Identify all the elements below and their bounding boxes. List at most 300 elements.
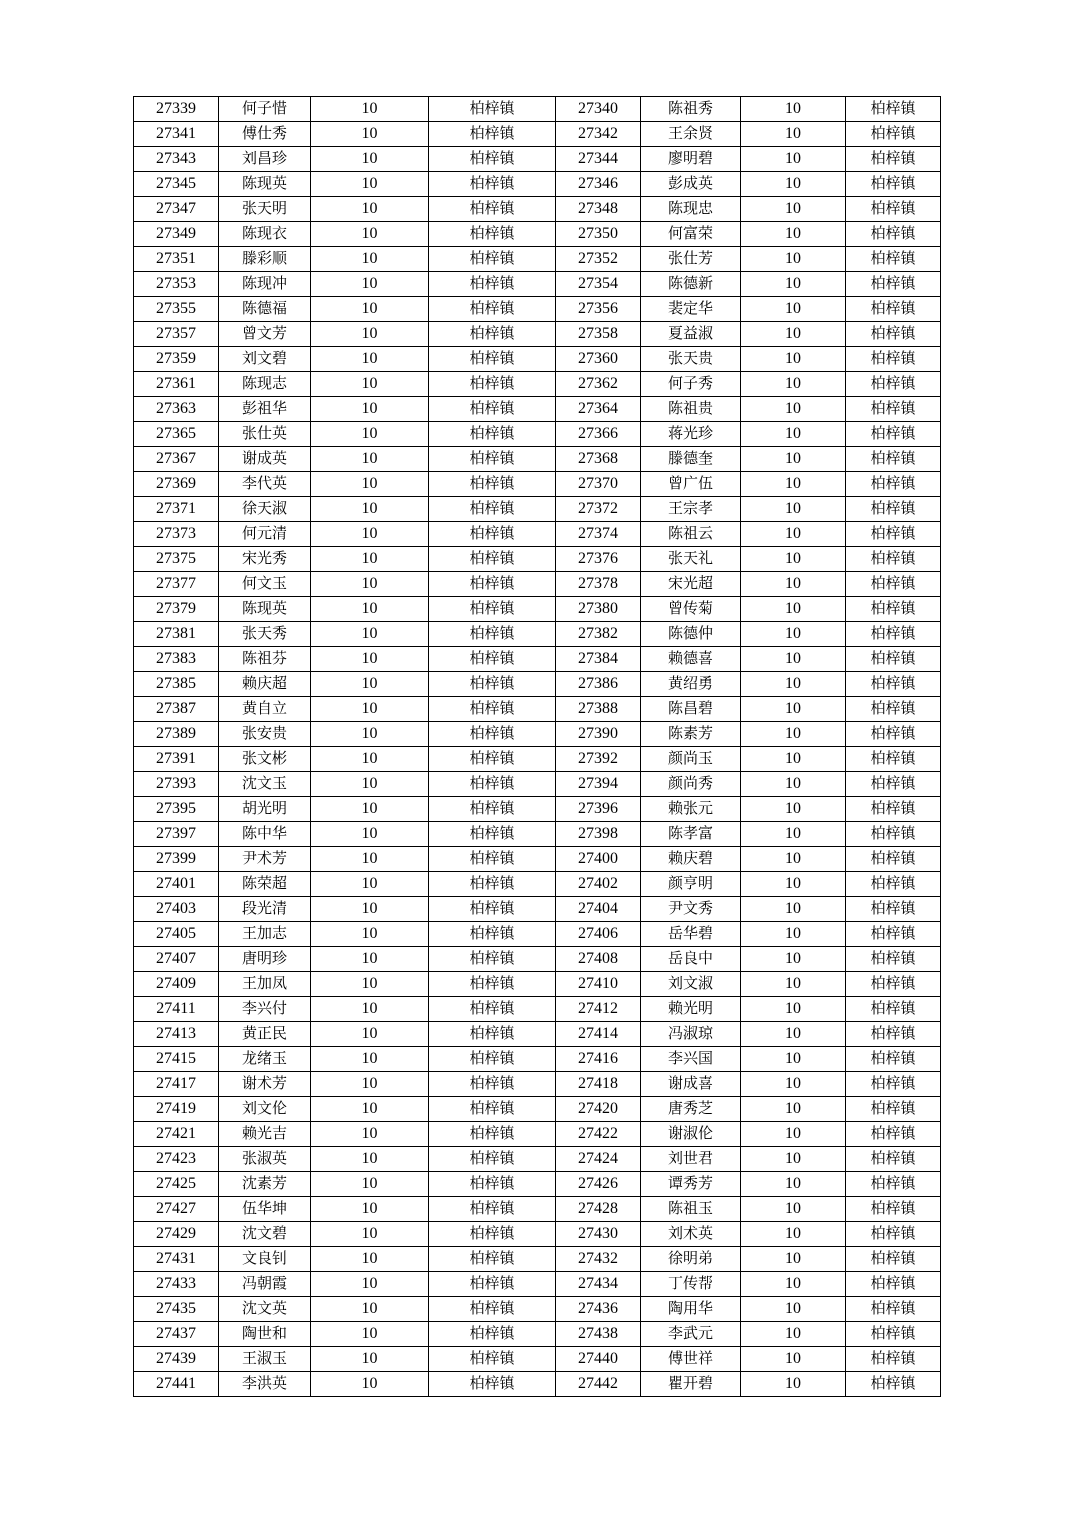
town-cell: 柏梓镇 [846, 1222, 941, 1247]
table-row [134, 747, 941, 772]
id-cell: 27343 [134, 147, 219, 172]
id-cell: 27350 [556, 222, 641, 247]
id-cell: 27392 [556, 747, 641, 772]
town-cell: 柏梓镇 [846, 1347, 941, 1372]
name-cell: 张天明 [219, 197, 311, 222]
town-cell: 柏梓镇 [429, 947, 556, 972]
table-row [134, 147, 941, 172]
amount-cell: 10 [741, 122, 846, 147]
id-cell: 27410 [556, 972, 641, 997]
town-cell: 柏梓镇 [846, 1022, 941, 1047]
amount-cell: 10 [741, 1047, 846, 1072]
table-row [134, 647, 941, 672]
id-cell: 27406 [556, 922, 641, 947]
town-cell: 柏梓镇 [429, 147, 556, 172]
id-cell: 27404 [556, 897, 641, 922]
town-cell: 柏梓镇 [429, 522, 556, 547]
id-cell: 27389 [134, 722, 219, 747]
town-cell: 柏梓镇 [429, 1222, 556, 1247]
id-cell: 27436 [556, 1297, 641, 1322]
name-cell: 冯朝霞 [219, 1272, 311, 1297]
id-cell: 27345 [134, 172, 219, 197]
name-cell: 陈素芳 [641, 722, 741, 747]
table-row [134, 597, 941, 622]
name-cell: 陈祖秀 [641, 97, 741, 122]
id-cell: 27409 [134, 972, 219, 997]
amount-cell: 10 [311, 122, 429, 147]
id-cell: 27346 [556, 172, 641, 197]
table-row [134, 847, 941, 872]
table-row [134, 347, 941, 372]
amount-cell: 10 [741, 347, 846, 372]
name-cell: 陈现冲 [219, 272, 311, 297]
town-cell: 柏梓镇 [429, 697, 556, 722]
table-row [134, 1372, 941, 1397]
id-cell: 27426 [556, 1172, 641, 1197]
name-cell: 段光清 [219, 897, 311, 922]
amount-cell: 10 [741, 1372, 846, 1397]
amount-cell: 10 [741, 772, 846, 797]
town-cell: 柏梓镇 [429, 322, 556, 347]
id-cell: 27432 [556, 1247, 641, 1272]
name-cell: 张安贵 [219, 722, 311, 747]
amount-cell: 10 [741, 722, 846, 747]
id-cell: 27395 [134, 797, 219, 822]
id-cell: 27397 [134, 822, 219, 847]
id-cell: 27388 [556, 697, 641, 722]
table-row [134, 297, 941, 322]
amount-cell: 10 [311, 472, 429, 497]
amount-cell: 10 [311, 1122, 429, 1147]
town-cell: 柏梓镇 [846, 497, 941, 522]
id-cell: 27375 [134, 547, 219, 572]
amount-cell: 10 [311, 597, 429, 622]
table-row [134, 172, 941, 197]
name-cell: 陈现英 [219, 172, 311, 197]
id-cell: 27380 [556, 597, 641, 622]
id-cell: 27371 [134, 497, 219, 522]
town-cell: 柏梓镇 [846, 372, 941, 397]
table-row [134, 1172, 941, 1197]
name-cell: 沈文英 [219, 1297, 311, 1322]
amount-cell: 10 [741, 497, 846, 522]
table-row [134, 497, 941, 522]
amount-cell: 10 [311, 1297, 429, 1322]
id-cell: 27439 [134, 1347, 219, 1372]
id-cell: 27437 [134, 1322, 219, 1347]
town-cell: 柏梓镇 [429, 722, 556, 747]
name-cell: 岳良中 [641, 947, 741, 972]
town-cell: 柏梓镇 [846, 522, 941, 547]
amount-cell: 10 [741, 447, 846, 472]
amount-cell: 10 [311, 197, 429, 222]
id-cell: 27422 [556, 1122, 641, 1147]
id-cell: 27398 [556, 822, 641, 847]
id-cell: 27402 [556, 872, 641, 897]
id-cell: 27386 [556, 672, 641, 697]
town-cell: 柏梓镇 [846, 1072, 941, 1097]
id-cell: 27413 [134, 1022, 219, 1047]
town-cell: 柏梓镇 [846, 772, 941, 797]
id-cell: 27433 [134, 1272, 219, 1297]
amount-cell: 10 [311, 847, 429, 872]
table-row [134, 1222, 941, 1247]
name-cell: 夏益淑 [641, 322, 741, 347]
amount-cell: 10 [311, 997, 429, 1022]
town-cell: 柏梓镇 [429, 822, 556, 847]
name-cell: 王加志 [219, 922, 311, 947]
amount-cell: 10 [741, 197, 846, 222]
beneficiary-table [133, 96, 941, 1397]
id-cell: 27391 [134, 747, 219, 772]
town-cell: 柏梓镇 [846, 872, 941, 897]
table-row [134, 722, 941, 747]
amount-cell: 10 [311, 172, 429, 197]
id-cell: 27428 [556, 1197, 641, 1222]
name-cell: 谢术芳 [219, 1072, 311, 1097]
amount-cell: 10 [311, 1072, 429, 1097]
id-cell: 27416 [556, 1047, 641, 1072]
amount-cell: 10 [741, 822, 846, 847]
id-cell: 27365 [134, 422, 219, 447]
town-cell: 柏梓镇 [846, 272, 941, 297]
town-cell: 柏梓镇 [846, 747, 941, 772]
amount-cell: 10 [741, 1147, 846, 1172]
table-row [134, 447, 941, 472]
id-cell: 27424 [556, 1147, 641, 1172]
amount-cell: 10 [741, 1197, 846, 1222]
town-cell: 柏梓镇 [846, 1122, 941, 1147]
name-cell: 刘世君 [641, 1147, 741, 1172]
name-cell: 刘文淑 [641, 972, 741, 997]
table-row [134, 122, 941, 147]
id-cell: 27382 [556, 622, 641, 647]
name-cell: 宋光超 [641, 572, 741, 597]
amount-cell: 10 [311, 1347, 429, 1372]
name-cell: 傅仕秀 [219, 122, 311, 147]
amount-cell: 10 [311, 872, 429, 897]
amount-cell: 10 [311, 1197, 429, 1222]
name-cell: 瞿开碧 [641, 1372, 741, 1397]
name-cell: 赖光明 [641, 997, 741, 1022]
amount-cell: 10 [741, 1072, 846, 1097]
amount-cell: 10 [741, 1347, 846, 1372]
table-row [134, 697, 941, 722]
town-cell: 柏梓镇 [846, 822, 941, 847]
town-cell: 柏梓镇 [429, 747, 556, 772]
name-cell: 何富荣 [641, 222, 741, 247]
town-cell: 柏梓镇 [846, 297, 941, 322]
amount-cell: 10 [741, 1122, 846, 1147]
amount-cell: 10 [311, 1172, 429, 1197]
name-cell: 陈祖芬 [219, 647, 311, 672]
id-cell: 27383 [134, 647, 219, 672]
town-cell: 柏梓镇 [846, 572, 941, 597]
amount-cell: 10 [311, 922, 429, 947]
amount-cell: 10 [741, 922, 846, 947]
name-cell: 颜尚玉 [641, 747, 741, 772]
name-cell: 张仕芳 [641, 247, 741, 272]
amount-cell: 10 [741, 597, 846, 622]
amount-cell: 10 [311, 1247, 429, 1272]
id-cell: 27390 [556, 722, 641, 747]
table-row [134, 822, 941, 847]
town-cell: 柏梓镇 [429, 472, 556, 497]
amount-cell: 10 [311, 272, 429, 297]
id-cell: 27430 [556, 1222, 641, 1247]
id-cell: 27441 [134, 1372, 219, 1397]
name-cell: 赖光吉 [219, 1122, 311, 1147]
id-cell: 27360 [556, 347, 641, 372]
name-cell: 李兴国 [641, 1047, 741, 1072]
id-cell: 27361 [134, 372, 219, 397]
amount-cell: 10 [311, 522, 429, 547]
id-cell: 27378 [556, 572, 641, 597]
amount-cell: 10 [311, 1272, 429, 1297]
table-row [134, 997, 941, 1022]
name-cell: 陈荣超 [219, 872, 311, 897]
id-cell: 27438 [556, 1322, 641, 1347]
table-row [134, 897, 941, 922]
town-cell: 柏梓镇 [429, 872, 556, 897]
name-cell: 尹文秀 [641, 897, 741, 922]
table-row [134, 322, 941, 347]
id-cell: 27434 [556, 1272, 641, 1297]
id-cell: 27423 [134, 1147, 219, 1172]
id-cell: 27369 [134, 472, 219, 497]
name-cell: 何子秀 [641, 372, 741, 397]
table-row [134, 1247, 941, 1272]
town-cell: 柏梓镇 [846, 172, 941, 197]
name-cell: 唐明珍 [219, 947, 311, 972]
name-cell: 陈德仲 [641, 622, 741, 647]
town-cell: 柏梓镇 [846, 247, 941, 272]
table-row [134, 972, 941, 997]
town-cell: 柏梓镇 [429, 797, 556, 822]
amount-cell: 10 [741, 522, 846, 547]
town-cell: 柏梓镇 [846, 1097, 941, 1122]
name-cell: 刘术英 [641, 1222, 741, 1247]
name-cell: 曾文芳 [219, 322, 311, 347]
name-cell: 颜尚秀 [641, 772, 741, 797]
town-cell: 柏梓镇 [429, 1272, 556, 1297]
amount-cell: 10 [741, 572, 846, 597]
name-cell: 伍华坤 [219, 1197, 311, 1222]
name-cell: 李代英 [219, 472, 311, 497]
name-cell: 张淑英 [219, 1147, 311, 1172]
id-cell: 27358 [556, 322, 641, 347]
name-cell: 王加凤 [219, 972, 311, 997]
amount-cell: 10 [741, 397, 846, 422]
id-cell: 27431 [134, 1247, 219, 1272]
amount-cell: 10 [741, 622, 846, 647]
id-cell: 27340 [556, 97, 641, 122]
amount-cell: 10 [741, 1172, 846, 1197]
table-row [134, 922, 941, 947]
name-cell: 张文彬 [219, 747, 311, 772]
id-cell: 27419 [134, 1097, 219, 1122]
id-cell: 27425 [134, 1172, 219, 1197]
name-cell: 赖庆超 [219, 672, 311, 697]
id-cell: 27405 [134, 922, 219, 947]
town-cell: 柏梓镇 [429, 1097, 556, 1122]
amount-cell: 10 [311, 1372, 429, 1397]
name-cell: 黄自立 [219, 697, 311, 722]
town-cell: 柏梓镇 [429, 197, 556, 222]
name-cell: 滕德奎 [641, 447, 741, 472]
town-cell: 柏梓镇 [846, 147, 941, 172]
amount-cell: 10 [741, 1247, 846, 1272]
id-cell: 27400 [556, 847, 641, 872]
amount-cell: 10 [741, 697, 846, 722]
amount-cell: 10 [311, 1322, 429, 1347]
amount-cell: 10 [311, 722, 429, 747]
name-cell: 蒋光珍 [641, 422, 741, 447]
town-cell: 柏梓镇 [846, 397, 941, 422]
amount-cell: 10 [741, 372, 846, 397]
amount-cell: 10 [741, 897, 846, 922]
amount-cell: 10 [741, 1297, 846, 1322]
amount-cell: 10 [311, 1047, 429, 1072]
amount-cell: 10 [311, 297, 429, 322]
table-row [134, 872, 941, 897]
id-cell: 27429 [134, 1222, 219, 1247]
amount-cell: 10 [311, 897, 429, 922]
name-cell: 沈素芳 [219, 1172, 311, 1197]
table-row [134, 1047, 941, 1072]
table-row [134, 1272, 941, 1297]
amount-cell: 10 [311, 372, 429, 397]
town-cell: 柏梓镇 [846, 922, 941, 947]
town-cell: 柏梓镇 [429, 922, 556, 947]
id-cell: 27348 [556, 197, 641, 222]
id-cell: 27435 [134, 1297, 219, 1322]
town-cell: 柏梓镇 [429, 1147, 556, 1172]
town-cell: 柏梓镇 [429, 547, 556, 572]
id-cell: 27376 [556, 547, 641, 572]
id-cell: 27440 [556, 1347, 641, 1372]
id-cell: 27377 [134, 572, 219, 597]
amount-cell: 10 [311, 547, 429, 572]
table-row [134, 222, 941, 247]
id-cell: 27412 [556, 997, 641, 1022]
amount-cell: 10 [311, 247, 429, 272]
name-cell: 文良钊 [219, 1247, 311, 1272]
id-cell: 27353 [134, 272, 219, 297]
name-cell: 尹术芳 [219, 847, 311, 872]
town-cell: 柏梓镇 [429, 172, 556, 197]
table-row [134, 97, 941, 122]
id-cell: 27414 [556, 1022, 641, 1047]
name-cell: 陈祖云 [641, 522, 741, 547]
town-cell: 柏梓镇 [846, 672, 941, 697]
amount-cell: 10 [311, 322, 429, 347]
id-cell: 27356 [556, 297, 641, 322]
town-cell: 柏梓镇 [846, 647, 941, 672]
town-cell: 柏梓镇 [429, 347, 556, 372]
name-cell: 陈德福 [219, 297, 311, 322]
town-cell: 柏梓镇 [429, 372, 556, 397]
name-cell: 赖张元 [641, 797, 741, 822]
id-cell: 27415 [134, 1047, 219, 1072]
name-cell: 张天礼 [641, 547, 741, 572]
name-cell: 陈昌碧 [641, 697, 741, 722]
town-cell: 柏梓镇 [846, 447, 941, 472]
town-cell: 柏梓镇 [429, 272, 556, 297]
table-row [134, 797, 941, 822]
town-cell: 柏梓镇 [429, 97, 556, 122]
name-cell: 王宗孝 [641, 497, 741, 522]
name-cell: 张仕英 [219, 422, 311, 447]
id-cell: 27362 [556, 372, 641, 397]
amount-cell: 10 [741, 297, 846, 322]
amount-cell: 10 [741, 672, 846, 697]
amount-cell: 10 [311, 822, 429, 847]
id-cell: 27403 [134, 897, 219, 922]
name-cell: 王余贤 [641, 122, 741, 147]
id-cell: 27368 [556, 447, 641, 472]
name-cell: 曾广伍 [641, 472, 741, 497]
town-cell: 柏梓镇 [846, 972, 941, 997]
table-row [134, 947, 941, 972]
id-cell: 27417 [134, 1072, 219, 1097]
town-cell: 柏梓镇 [846, 422, 941, 447]
amount-cell: 10 [741, 222, 846, 247]
amount-cell: 10 [741, 747, 846, 772]
town-cell: 柏梓镇 [846, 347, 941, 372]
id-cell: 27381 [134, 622, 219, 647]
amount-cell: 10 [311, 672, 429, 697]
id-cell: 27399 [134, 847, 219, 872]
amount-cell: 10 [741, 1322, 846, 1347]
name-cell: 谢成英 [219, 447, 311, 472]
name-cell: 李武元 [641, 1322, 741, 1347]
name-cell: 龙绪玉 [219, 1047, 311, 1072]
id-cell: 27357 [134, 322, 219, 347]
name-cell: 何元清 [219, 522, 311, 547]
name-cell: 傅世祥 [641, 1347, 741, 1372]
name-cell: 陈孝富 [641, 822, 741, 847]
amount-cell: 10 [741, 797, 846, 822]
amount-cell: 10 [741, 97, 846, 122]
town-cell: 柏梓镇 [846, 847, 941, 872]
table-row [134, 522, 941, 547]
town-cell: 柏梓镇 [846, 997, 941, 1022]
amount-cell: 10 [311, 397, 429, 422]
town-cell: 柏梓镇 [846, 622, 941, 647]
name-cell: 徐天淑 [219, 497, 311, 522]
id-cell: 27370 [556, 472, 641, 497]
town-cell: 柏梓镇 [846, 1197, 941, 1222]
id-cell: 27352 [556, 247, 641, 272]
name-cell: 何子惜 [219, 97, 311, 122]
town-cell: 柏梓镇 [429, 247, 556, 272]
id-cell: 27401 [134, 872, 219, 897]
name-cell: 曾传菊 [641, 597, 741, 622]
table-row [134, 1122, 941, 1147]
town-cell: 柏梓镇 [429, 672, 556, 697]
table-row [134, 547, 941, 572]
name-cell: 岳华碧 [641, 922, 741, 947]
amount-cell: 10 [741, 1272, 846, 1297]
amount-cell: 10 [741, 997, 846, 1022]
table-row [134, 397, 941, 422]
id-cell: 27373 [134, 522, 219, 547]
town-cell: 柏梓镇 [429, 897, 556, 922]
name-cell: 徐明弟 [641, 1247, 741, 1272]
id-cell: 27339 [134, 97, 219, 122]
amount-cell: 10 [311, 422, 429, 447]
